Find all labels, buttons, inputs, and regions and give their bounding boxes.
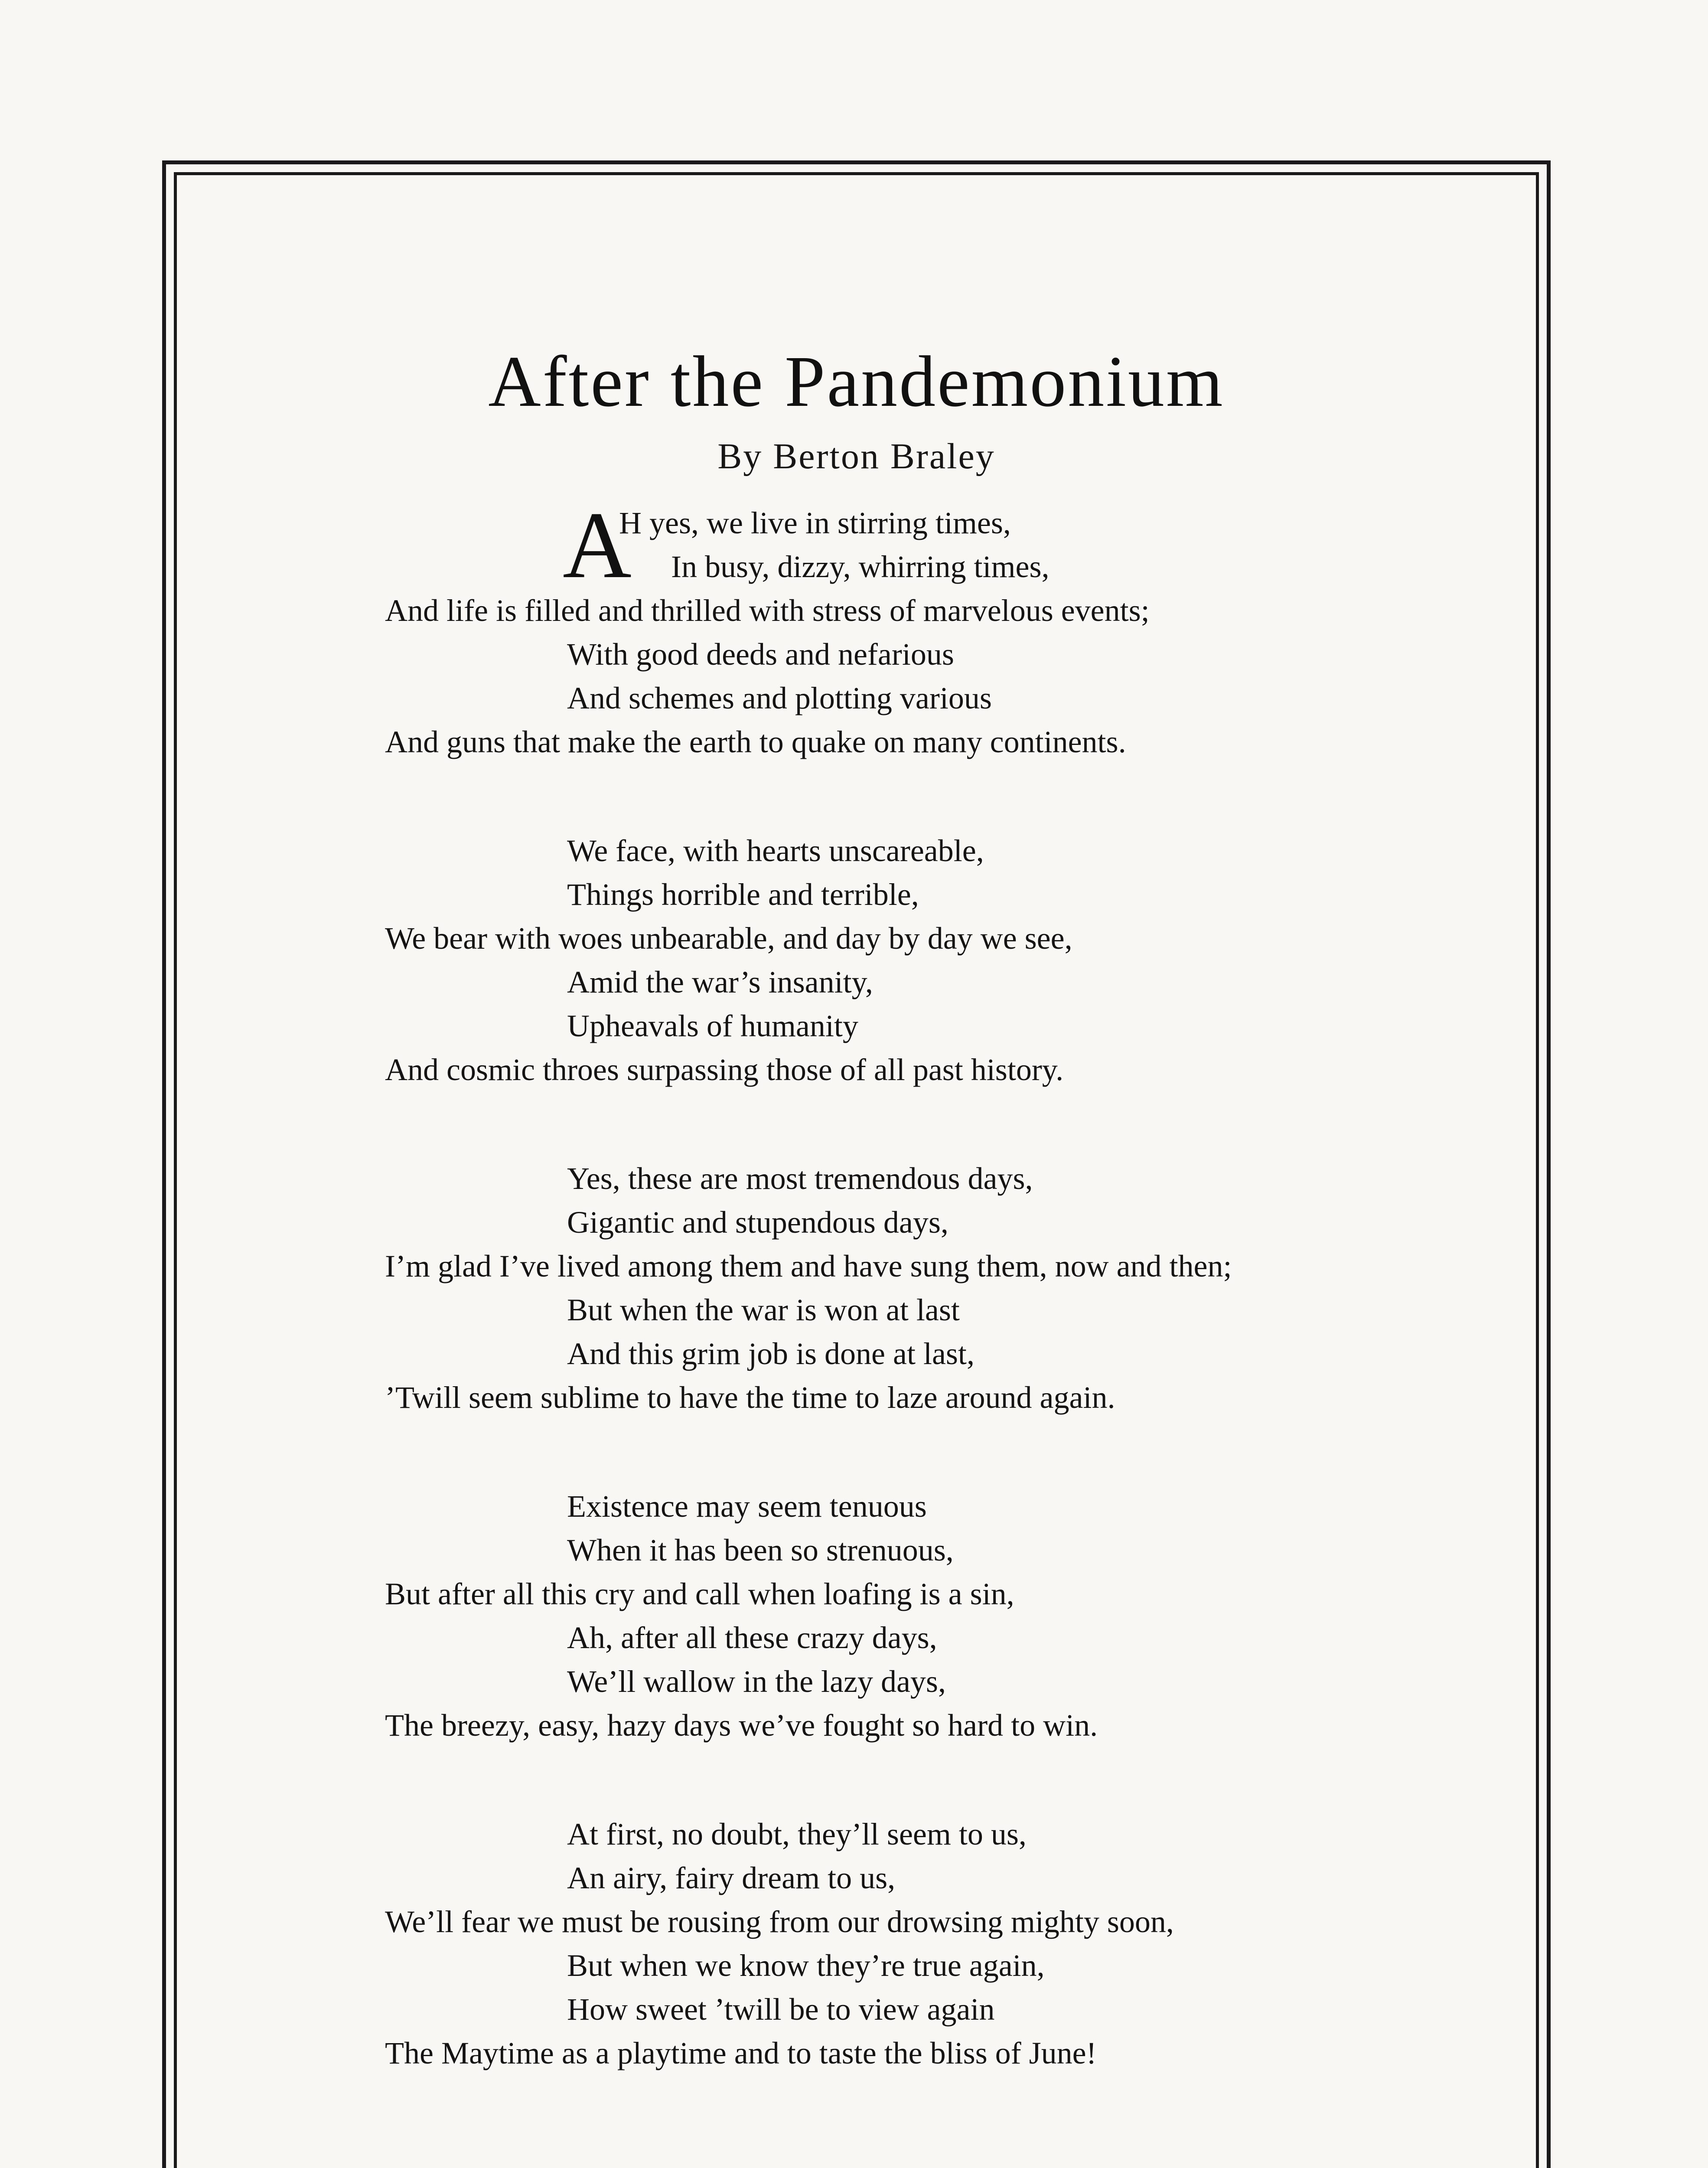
stanza-5 <box>385 1812 1555 2075</box>
poem-line: We bear with woes unbearable, and day by day we see, <box>385 921 1072 956</box>
stanza-4 <box>385 1485 1555 1747</box>
drop-cap-letter: A <box>563 492 632 598</box>
poem-line: Amid the war’s insanity, <box>567 965 873 999</box>
poem-line: An airy, fairy dream to us, <box>567 1861 896 1895</box>
poem-line: The breezy, easy, hazy days we’ve fought so hard to win. <box>385 1708 1098 1743</box>
poem-line: And life is filled and thrilled with stress of marvelous events; <box>385 593 1150 628</box>
poem-line: How sweet ’twill be to view again <box>567 1992 995 2027</box>
poem-line: Yes, these are most tremendous days, <box>567 1161 1033 1196</box>
poem-line: But after all this cry and call when loafing is a sin, <box>385 1577 1014 1611</box>
poem-line: H yes, we live in stirring times, <box>619 506 1011 540</box>
poem-title: After the Pandemonium <box>488 341 1225 422</box>
poem-line: And this grim job is done at last, <box>567 1336 975 1371</box>
poem-line: Gigantic and stupendous days, <box>567 1205 949 1240</box>
poem-line: Ah, after all these crazy days, <box>567 1620 937 1655</box>
poem-line: In busy, dizzy, whirring times, <box>671 549 1050 584</box>
stanza-2 <box>385 829 1555 1092</box>
poem-line: But when we know they’re true again, <box>567 1948 1045 1983</box>
poem-line: We face, with hearts unscareable, <box>567 833 984 868</box>
poem-line: I’m glad I’ve lived among them and have sung them, now and then; <box>385 1249 1232 1283</box>
poem-line: And cosmic throes surpassing those of all past history. <box>385 1052 1064 1087</box>
poem-body <box>385 492 1555 2140</box>
poem-line: We’ll fear we must be rousing from our drowsing mighty soon, <box>385 1904 1174 1939</box>
poem-byline: By Berton Braley <box>717 436 995 477</box>
stanza-3 <box>385 1157 1555 1420</box>
poem-line: We’ll wallow in the lazy days, <box>567 1664 946 1699</box>
poem-line: And schemes and plotting various <box>567 681 992 715</box>
stanza-1 <box>385 492 1555 764</box>
inner-rule-border <box>174 172 1539 2168</box>
poem-line: When it has been so strenuous, <box>567 1533 954 1567</box>
poem-line: With good deeds and nefarious <box>567 637 954 672</box>
poem-line: And guns that make the earth to quake on many continents. <box>385 725 1126 759</box>
poem-line: Existence may seem tenuous <box>567 1489 927 1524</box>
poem-line: Things horrible and terrible, <box>567 877 919 912</box>
poem-line: ’Twill seem sublime to have the time to laze around again. <box>385 1380 1115 1415</box>
double-rule-border <box>162 160 1551 2168</box>
poem-line: But when the war is won at last <box>567 1293 960 1327</box>
poem-line: Upheavals of humanity <box>567 1009 858 1043</box>
opening-lines <box>385 492 1555 598</box>
poem-line: The Maytime as a playtime and to taste the bliss of June! <box>385 2036 1097 2070</box>
poem-line: At first, no doubt, they’ll seem to us, <box>567 1817 1027 1851</box>
